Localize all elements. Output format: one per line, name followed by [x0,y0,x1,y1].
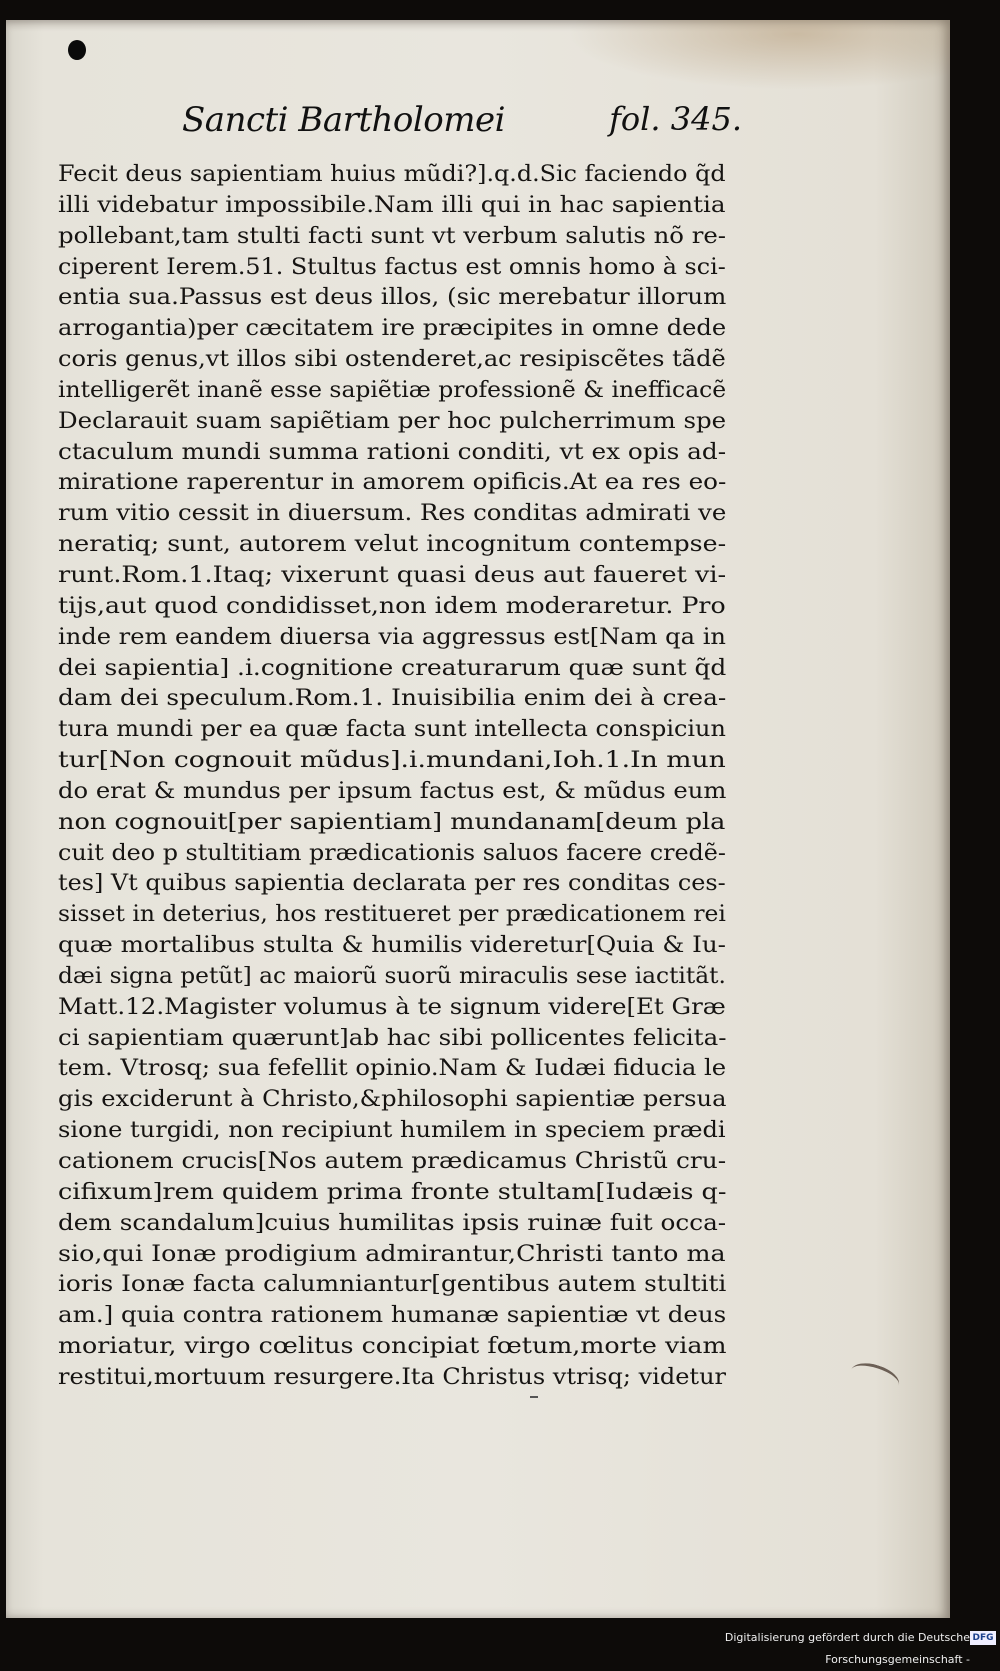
text-line: Fecit deus sapientiam huius mũdi?].q.d.Sic faciendo q̃d [58,162,726,187]
text-line: restitui,mortuum resurgere.Ita Christus vtrisq; videtur [58,1364,727,1390]
text-line: entia sua.Passus est deus illos, (sic merebatur illorum [58,285,727,311]
text-line: moriatur, virgo cœlitus concipiat fœtum,morte viam [58,1334,727,1360]
digitization-credit: Digitalisierung gefördert durch die Deutsche Forschungsgemeinschaft - [724,1631,970,1666]
text-line: am.] quia contra rationem humanæ sapientiæ vt deus [58,1303,727,1329]
text-line: Matt.12.Magister volumus à te signum videre[Et Græ [58,994,726,1020]
text-line: tes] Vt quibus sapientia declarata per res conditas ces- [58,871,726,897]
binding-hole [68,40,86,60]
running-title: Sancti Bartholomei [182,100,505,140]
page-stain [566,20,950,90]
text-line: sisset in deterius, hos restitueret per prædicationem rei [58,902,726,928]
text-line: sio,qui Ionæ prodigium admirantur,Christi tanto ma [58,1241,726,1267]
text-line: ctaculum mundi summa rationi conditi, vt ex opis ad- [58,439,727,465]
text-line: inde rem eandem diuersa via aggressus est[Nam qa in [58,624,726,650]
text-line: cationem crucis[Nos autem prædicamus Christũ cru- [58,1149,727,1174]
text-line: ciperent Ierem.51. Stultus factus est omnis homo à sci- [58,254,726,280]
text-line: quæ mortalibus stulta & humilis videretur[Quia & Iu- [58,933,726,959]
text-line: dei sapientia] .i.cognitione creaturarum quæ sunt q̃d [58,655,727,681]
text-line: cifixum]rem quidem prima fronte stultam[Iudæis q- [58,1179,727,1205]
text-line: dem scandalum]cuius humilitas ipsis ruinæ fuit occa- [58,1210,727,1236]
text-line: tem. Vtrosq; sua fefellit opinio.Nam & Iudæi fiducia le [58,1056,727,1082]
text-line: tijs,aut quod condidisset,non idem moderaretur. Pro [58,593,726,619]
text-line: rum vitio cessit in diuersum. Res conditas admirati ve [58,501,727,527]
text-line: coris genus,vt illos sibi ostenderet,ac resipiscẽtes tãdẽ [58,347,726,373]
text-line: miratione raperentur in amorem opificis.At ea res eo- [58,470,727,496]
text-line: tur[Non cognouit mũdus].i.mundani,Ioh.1.In mun [58,748,726,774]
page-header [182,100,742,150]
text-line: intelligerẽt inanẽ esse sapiẽtiæ professionẽ & inefficacẽ [58,377,727,403]
text-line: Declarauit suam sapiẽtiam per hoc pulcherrimum spe [58,408,727,434]
dfg-logo: DFG [970,1631,996,1645]
text-line: dam dei speculum.Rom.1. Inuisibilia enim dei à crea- [58,686,727,712]
body-text [58,160,726,1394]
text-line: do erat & mundus per ipsum factus est, & mũdus eum [58,778,727,804]
text-line: illi videbatur impossibile.Nam illi qui in hac sapientia [58,192,726,218]
text-line: runt.Rom.1.Itaq; vixerunt quasi deus aut faueret vi- [58,562,727,588]
text-line: pollebant,tam stulti facti sunt vt verbum salutis nõ re- [58,223,727,249]
text-line: sione turgidi, non recipiunt humilem in speciem prædi [58,1118,726,1144]
text-line: cuit deo p stultitiam prædicationis saluos facere credẽ- [58,840,726,866]
text-line: dæi signa petũt] ac maiorũ suorũ miraculis sese iactitãt. [58,963,726,989]
text-line: arrogantia)per cæcitatem ire præcipites in omne dede [58,316,727,342]
folio-number: fol. 345. [609,100,742,138]
text-line: non cognouit[per sapientiam] mundanam[deum pla [58,809,726,835]
page-mark [530,1396,538,1398]
text-line: tura mundi per ea quæ facta sunt intellecta conspiciun [58,717,726,743]
text-line: neratiq; sunt, autorem velut incognitum contempse- [58,532,727,558]
text-line: ioris Ionæ facta calumniantur[gentibus autem stultiti [58,1272,727,1298]
text-line: ci sapientiam quærunt]ab hac sibi pollicentes felicita- [58,1025,727,1051]
text-line: gis exciderunt à Christo,&philosophi sapientiæ persua [58,1087,727,1113]
